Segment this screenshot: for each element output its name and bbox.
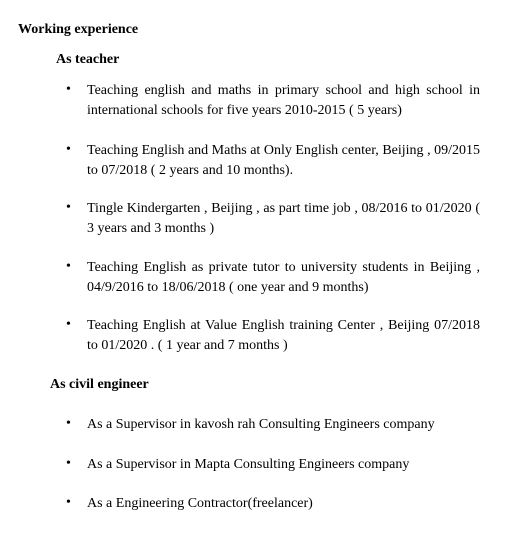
subheading-as-civil-engineer: As civil engineer xyxy=(50,377,149,392)
list-item: Teaching english and maths in primary school and high school in international schools for five years 2010-2015 ( 5 years) xyxy=(87,83,480,118)
bullet-marker: • xyxy=(66,317,71,332)
bullet-marker: • xyxy=(66,259,71,274)
list-item: Tingle Kindergarten , Beijing , as part time job , 08/2016 to 01/2020 ( 3 years and 3 months ) xyxy=(87,201,480,236)
list-item: Teaching English at Value English training Center , Beijing 07/2018 to 01/2020 . ( 1 year and 7 months ) xyxy=(87,318,480,353)
bullet-marker: • xyxy=(66,416,71,431)
bullet-marker: • xyxy=(66,200,71,215)
subheading-as-teacher: As teacher xyxy=(56,52,120,67)
list-item: As a Engineering Contractor(freelancer) xyxy=(87,496,313,511)
bullet-marker: • xyxy=(66,495,71,510)
list-item: Teaching English and Maths at Only English center, Beijing , 09/2015 to 07/2018 ( 2 years and 10 months). xyxy=(87,143,480,178)
bullet-marker: • xyxy=(66,142,71,157)
list-item: As a Supervisor in Mapta Consulting Engineers company xyxy=(87,457,410,472)
section-heading-working-experience: Working experience xyxy=(18,22,139,37)
list-item: As a Supervisor in kavosh rah Consulting Engineers company xyxy=(87,417,435,432)
bullet-marker: • xyxy=(66,82,71,97)
bullet-marker: • xyxy=(66,456,71,471)
list-item: Teaching English as private tutor to university students in Beijing , 04/9/2016 to 18/06/2018 ( one year and 9 months) xyxy=(87,260,480,295)
